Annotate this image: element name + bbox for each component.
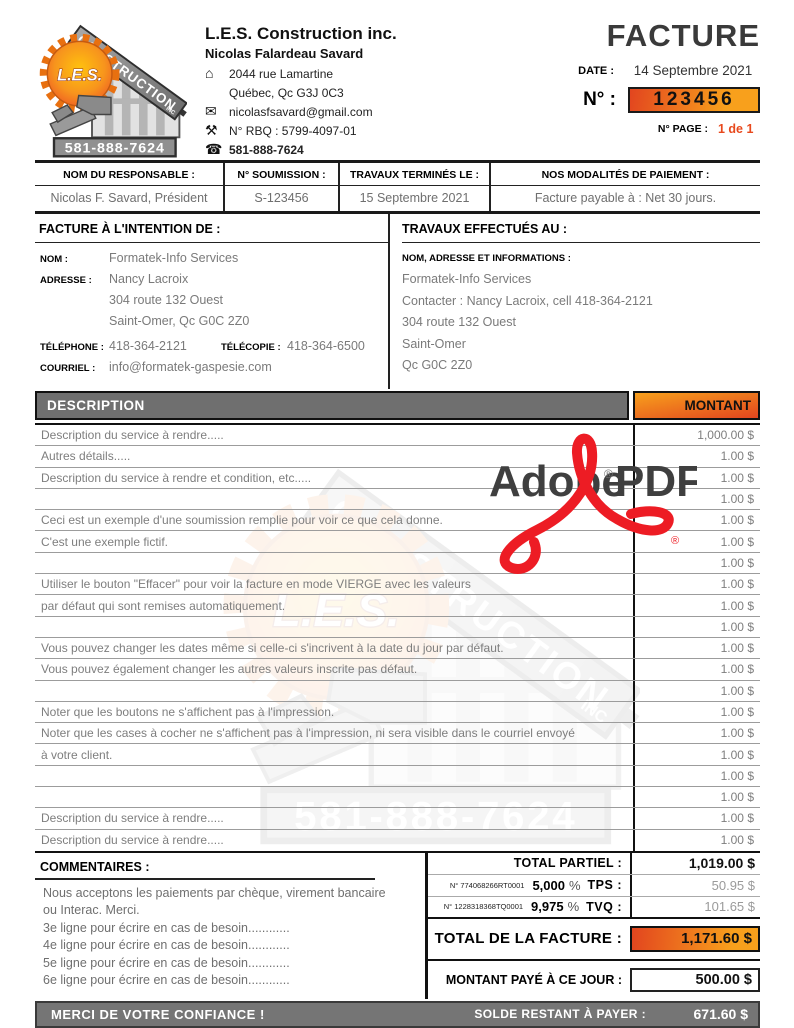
date-value: 14 Septembre 2021: [633, 63, 753, 78]
comment-line: 6e ligne pour écrire en cas de besoin............: [43, 973, 290, 988]
worksite-section: [390, 214, 760, 389]
tvq-percent: 9,975: [531, 899, 564, 915]
item-amount: 1.00 $: [633, 553, 760, 573]
table-row: [35, 659, 760, 680]
summary-col-travaux: [340, 163, 491, 211]
comment-line: 4e ligne pour écrire en cas de besoin............: [43, 938, 290, 953]
date-label: DATE :: [578, 64, 614, 77]
table-row: [35, 617, 760, 638]
invoice-header-block: [510, 18, 760, 136]
worksite-line: Qc G0C 2Z0: [402, 358, 473, 372]
item-amount: 1.00 $: [633, 638, 760, 658]
mail-icon: ✉: [205, 103, 217, 119]
page-number-value: 1 de 1: [718, 122, 754, 136]
balance-value: 671.60 $: [693, 1006, 748, 1023]
description-header: DESCRIPTION: [35, 391, 629, 420]
nom-label: NOM :: [40, 254, 68, 265]
tps-row: [428, 875, 760, 897]
company-phone: 581-888-7624: [229, 143, 304, 157]
telecopie-value: 418-364-6500: [287, 339, 365, 353]
adobe-pdf-watermark: [487, 423, 697, 587]
tools-icon: ⚒: [205, 122, 218, 138]
item-description: par défaut qui sont remises automatiquement.: [41, 598, 286, 613]
footer-bar: [35, 1001, 760, 1028]
tps-percent: 5,000: [532, 877, 565, 893]
item-amount: 1.00 $: [633, 744, 760, 764]
tvq-registration-number: N° 1228318368TQ0001: [443, 902, 524, 912]
comment-line: 3e ligne pour écrire en cas de besoin............: [43, 920, 290, 935]
items-table: [35, 423, 760, 853]
table-row: [35, 702, 760, 723]
table-row: [35, 638, 760, 659]
page-number-label: N° PAGE :: [657, 123, 708, 135]
item-amount: 1.00 $: [633, 489, 760, 509]
adresse-line: Nancy Lacroix: [109, 272, 189, 286]
adresse-label: ADRESSE :: [40, 275, 92, 286]
nom-value: Formatek-Info Services: [109, 251, 239, 265]
table-row: [35, 595, 760, 616]
tvq-label: TVQ :: [586, 899, 622, 914]
company-logo: [35, 12, 187, 160]
item-description: Noter que les boutons ne s'affichent pas à l'impression.: [41, 705, 335, 719]
company-contact: Nicolas Falardeau Savard: [205, 46, 364, 61]
table-row: [35, 723, 760, 744]
total-partial-row: [428, 853, 760, 875]
column-value: Facture payable à : Net 30 jours.: [534, 191, 717, 205]
tps-value: 50.95 $: [630, 875, 760, 896]
worksite-line: Formatek-Info Services: [402, 272, 532, 286]
home-icon: ⌂: [205, 65, 214, 81]
total-partial-label: TOTAL PARTIEL :: [513, 856, 622, 871]
montant-header: MONTANT: [633, 391, 760, 420]
item-description: [35, 766, 633, 786]
paid-amount-field[interactable]: 500.00 $: [630, 968, 760, 992]
column-header: NOS MODALITÉS DE PAIEMENT :: [491, 163, 760, 186]
worksite-title: TRAVAUX EFFECTUÉS AU :: [402, 214, 760, 243]
table-row: [35, 808, 760, 829]
adresse-line: Saint-Omer, Qc G0C 2Z0: [109, 314, 250, 328]
table-row: [35, 787, 760, 808]
invoice-number-field[interactable]: 123456: [628, 87, 760, 113]
item-description: Description du service à rendre.....: [41, 811, 224, 826]
company-address-line1: 2044 rue Lamartine: [229, 67, 334, 81]
totals-section: [428, 853, 760, 999]
worksite-line: Contacter : Nancy Lacroix, cell 418-364-2121: [402, 293, 653, 308]
percent-sign: %: [568, 877, 581, 893]
item-description: [35, 681, 633, 701]
grand-total-row: [428, 926, 760, 961]
table-row: [35, 830, 760, 851]
tps-registration-number: N° 774068266RT0001: [449, 880, 525, 890]
table-row: [35, 744, 760, 765]
item-amount: 1.00 $: [633, 446, 760, 466]
item-amount: 1.00 $: [633, 531, 760, 551]
item-description: Noter que les cases à cocher ne s'affichent pas à l'impression, ni sera visible dans le courriel envoyé: [41, 726, 575, 741]
bottom-section: [35, 853, 760, 999]
item-amount: 1.00 $: [633, 617, 760, 637]
company-address-line2: Québec, Qc G3J 0C3: [229, 86, 344, 100]
billing-title: FACTURE À L'INTENTION DE :: [35, 214, 388, 243]
item-amount: 1.00 $: [633, 510, 760, 530]
items-header: [35, 391, 760, 420]
percent-sign: %: [567, 899, 580, 915]
billing-section: [35, 214, 390, 389]
summary-col-soumission: [225, 163, 340, 211]
comment-line: Nous acceptons les paiements par chèque, virement bancaire: [43, 885, 386, 900]
paid-row: [428, 968, 760, 992]
telecopie-label: TÉLÉCOPIE :: [221, 342, 281, 353]
comment-line: 5e ligne pour écrire en cas de besoin............: [43, 955, 290, 970]
grand-total-value: 1,171.60 $: [630, 926, 760, 952]
tvq-row: [428, 897, 760, 919]
column-header: N° SOUMISSION :: [225, 163, 338, 186]
item-amount: 1.00 $: [633, 468, 760, 488]
item-amount: 1.00 $: [633, 830, 760, 851]
item-amount: 1,000.00 $: [633, 425, 760, 445]
company-email: nicolasfsavard@gmail.com: [229, 105, 373, 119]
item-amount: 1.00 $: [633, 659, 760, 679]
company-rbq: N° RBQ : 5799-4097-01: [229, 124, 357, 138]
item-amount: 1.00 $: [633, 595, 760, 615]
invoice-number-label: N° :: [583, 89, 616, 110]
item-description: Vous pouvez également changer les autres valeurs inscrite pas défaut.: [41, 662, 418, 677]
courriel-label: COURRIEL :: [40, 363, 96, 374]
item-description: [35, 617, 633, 637]
courriel-value: info@formatek-gaspesie.com: [109, 360, 272, 374]
item-amount: 1.00 $: [633, 808, 760, 828]
comment-line: ou Interac. Merci.: [43, 903, 140, 918]
item-description: Description du service à rendre.....: [41, 833, 224, 848]
item-description: Description du service à rendre et condition, etc.....: [41, 470, 312, 485]
item-amount: 1.00 $: [633, 787, 760, 807]
grand-total-label: TOTAL DE LA FACTURE :: [434, 930, 622, 948]
item-description: Vous pouvez changer les dates même si celle-ci s'incrivent à la date du jour par défaut.: [41, 641, 504, 656]
summary-table: [35, 163, 760, 214]
tvq-value: 101.65 $: [630, 897, 760, 917]
item-amount: 1.00 $: [633, 766, 760, 786]
table-row: [35, 766, 760, 787]
paid-label: MONTANT PAYÉ À CE JOUR :: [445, 972, 622, 987]
home-icon-spacer: [205, 85, 229, 101]
item-description: [35, 787, 633, 807]
item-description: Autres détails.....: [41, 449, 131, 464]
column-header: NOM DU RESPONSABLE :: [35, 163, 223, 186]
comments-title: COMMENTAIRES :: [35, 853, 375, 880]
thanks-message: MERCI DE VOTRE CONFIANCE !: [51, 1006, 265, 1022]
parties-section: [35, 214, 760, 389]
telephone-label: TÉLÉPHONE :: [40, 342, 104, 353]
worksite-subtitle: NOM, ADRESSE ET INFORMATIONS :: [402, 253, 571, 264]
item-description: Utiliser le bouton "Effacer" pour voir la facture en mode VIERGE avec les valeurs: [41, 577, 471, 592]
item-amount: 1.00 $: [633, 681, 760, 701]
item-amount: 1.00 $: [633, 702, 760, 722]
balance-label: SOLDE RESTANT À PAYER :: [474, 1007, 646, 1022]
total-partial-value: 1,019.00 $: [630, 853, 760, 874]
tps-label: TPS :: [587, 878, 622, 893]
item-amount: 1.00 $: [633, 723, 760, 743]
column-value: Nicolas F. Savard, Président: [50, 191, 208, 205]
telephone-value: 418-364-2121: [109, 339, 187, 353]
item-description: Ceci est un exemple d'une soumission remplie pour voir ce que cela donne.: [41, 513, 443, 528]
table-row: [35, 681, 760, 702]
item-amount: 1.00 $: [633, 574, 760, 594]
column-value: 15 Septembre 2021: [359, 191, 470, 205]
comments-section: [35, 853, 428, 999]
column-value: S-123456: [254, 191, 309, 205]
adresse-line: 304 route 132 Ouest: [109, 293, 223, 307]
item-description: Description du service à rendre.....: [41, 428, 224, 443]
summary-col-modalites: [491, 163, 760, 211]
summary-col-responsable: [35, 163, 225, 211]
worksite-line: 304 route 132 Ouest: [402, 315, 516, 329]
worksite-line: Saint-Omer: [402, 336, 466, 351]
invoice-title: FACTURE: [606, 18, 760, 53]
column-header: TRAVAUX TERMINÉS LE :: [340, 163, 489, 186]
item-description: C'est une exemple fictif.: [41, 534, 169, 549]
company-name: L.E.S. Construction inc.: [205, 24, 397, 43]
header: [35, 10, 760, 163]
item-description: à votre client.: [41, 747, 113, 762]
phone-icon: ☎: [205, 141, 223, 157]
